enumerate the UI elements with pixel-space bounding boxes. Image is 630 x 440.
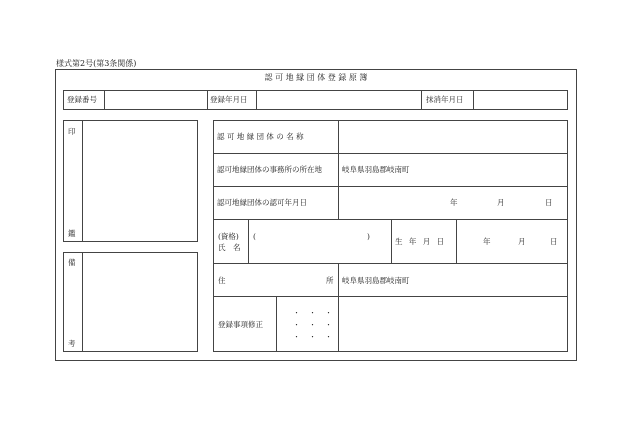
rep-paren-close: )	[367, 232, 370, 241]
office-address-field[interactable]: 岐阜県羽島郡岐南町	[342, 165, 410, 174]
form-title: 認 可 地 縁 団 体 登 録 原 簿	[264, 73, 368, 82]
reg-number-label: 登録番号	[67, 95, 97, 104]
remarks-label-bottom: 考	[68, 339, 76, 348]
address-label-left: 住	[218, 276, 226, 285]
seal-stamp-area[interactable]	[83, 121, 197, 241]
birth-date-field[interactable]	[458, 221, 566, 261]
rep-name-field[interactable]	[250, 221, 389, 261]
approval-date-label: 認可地縁団体の認可年月日	[217, 198, 307, 207]
form-caption: 様式第2号(第3条関係)	[56, 59, 137, 68]
address-label-right: 所	[326, 276, 334, 285]
amend-label: 登録事項修正	[218, 320, 263, 329]
birth-date-label: 生 年 月 日	[395, 237, 447, 246]
remarks-field[interactable]	[83, 253, 197, 351]
group-name-label: 認 可 地 縁 団 体 の 名 称	[217, 132, 304, 141]
birth-day-unit: 日	[550, 237, 558, 246]
approval-month-unit: 月	[497, 198, 505, 207]
birth-month-unit: 月	[518, 237, 526, 246]
group-name-field[interactable]	[340, 122, 566, 152]
seal-label-bottom: 鑑	[68, 229, 76, 238]
reg-number-field[interactable]	[106, 92, 205, 108]
approval-date-field[interactable]	[340, 188, 566, 218]
rep-paren-open: (	[253, 232, 256, 241]
rep-name-label: 氏 名	[218, 243, 241, 252]
reg-date-label: 登録年月日	[210, 95, 248, 104]
cancel-date-label: 抹消年月日	[426, 95, 464, 104]
reg-date-field[interactable]	[258, 92, 419, 108]
cancel-date-field[interactable]	[475, 92, 566, 108]
approval-day-unit: 日	[545, 198, 553, 207]
rep-qualification-label: (資格)	[218, 232, 239, 241]
approval-year-unit: 年	[450, 198, 458, 207]
remarks-label-top: 備	[68, 258, 76, 267]
address-field[interactable]: 岐阜県羽島郡岐南町	[342, 276, 410, 285]
birth-year-unit: 年	[483, 237, 491, 246]
seal-label-top: 印	[68, 127, 76, 136]
office-label: 認可地縁団体の事務所の所在地	[217, 165, 322, 174]
amend-field[interactable]	[340, 298, 566, 350]
amend-dots: ・・・ ・・・ ・・・	[293, 309, 341, 341]
